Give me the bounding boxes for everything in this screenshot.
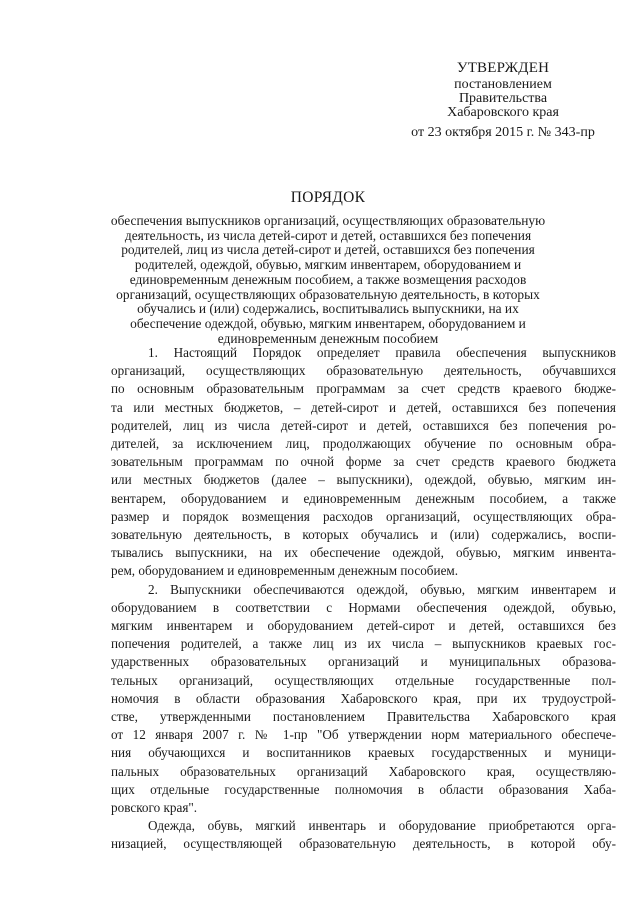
text-line: дителей, за исключением лиц, продолжающих обучение по основным обра- <box>111 436 616 452</box>
approval-date: от 23 октября 2015 г. № 343-пр <box>411 125 595 140</box>
text-line: 1. Настоящий Порядок определяет правила обеспечения выпускников <box>148 345 616 360</box>
title-line: родителей, лиц из числа детей-сирот и детей, оставшихся без попечения <box>121 242 535 258</box>
text-line: зовательным программам по очной форме за счет средств краевого бюджета <box>111 454 616 470</box>
text-line: номочия в области образования Хабаровского края, при их трудоустрой- <box>111 690 616 706</box>
approval-heading: УТВЕРЖДЕН <box>456 60 550 76</box>
title-line: обучались и (или) содержались, воспитывались выпускники, на их <box>137 301 519 317</box>
text-line: зовательную деятельность, в которых обучались и (или) содержались, воспи- <box>111 527 616 543</box>
paragraph-2 <box>111 581 616 818</box>
text-line: оборудованием в соответствии с Нормами обеспечения одеждой, обувью, <box>111 599 616 615</box>
text-line: тельных организаций, осуществляющих отдельные государственные пол- <box>111 672 616 688</box>
text-line: или местных бюджетов (далее – выпускники), одеждой, обувью, мягким ин- <box>111 472 616 488</box>
title-line: единовременным денежным пособием <box>217 330 439 346</box>
text-line: Одежда, обувь, мягкий инвентарь и оборудование приобретаются орга- <box>148 818 616 834</box>
text-line: пальных образовательных организаций Хабаровского края, осуществляю- <box>111 763 616 779</box>
title-line: обеспечение одеждой, обувью, мягким инвентарем, оборудованием и <box>130 315 526 331</box>
paragraph-1 <box>111 344 616 581</box>
text-line: размер и порядок возмещения расходов организаций, осуществляющих обра- <box>111 508 616 524</box>
text-line: родителей, лиц из числа детей-сирот и детей, оставшихся без попечения ро- <box>111 417 616 433</box>
approval-line: Правительства <box>458 91 548 106</box>
text-line: щих отдельные государственные полномочия в области образования Хаба- <box>111 781 616 797</box>
title-line: организаций, осуществляющих образовательную деятельность, в которых <box>116 286 540 302</box>
title-subtitle <box>108 214 548 346</box>
text-line: по основным образовательным программам за счет средств краевого бюдже- <box>111 381 616 397</box>
text-line: рем, оборудованием и единовременным денежным пособием. <box>111 563 459 579</box>
text-line: организаций, осуществляющих образовательную деятельность, обучавшихся <box>111 363 616 379</box>
title-line: деятельность, из числа детей-сирот и детей, оставшихся без попечения <box>124 227 532 243</box>
title-line: обеспечения выпускников организаций, осуществляющих образовательную <box>110 213 546 228</box>
text-line: тывались выпускники, на их обеспечение одеждой, обувью, мягким инвента- <box>111 545 616 561</box>
text-line: попечения родителей, а также лиц из их числа – выпускников краевых гос- <box>111 636 616 652</box>
approval-line: Хабаровского края <box>447 105 559 120</box>
title-line: единовременным денежным пособием, а также возмещения расходов <box>129 271 527 287</box>
document-body <box>111 344 616 854</box>
title-line: родителей, одеждой, обувью, мягким инвентарем, оборудованием и <box>134 257 522 273</box>
text-line: низацией, осуществляющей образовательную деятельность, в которой обу- <box>111 836 616 852</box>
title-word: ПОРЯДОК <box>290 189 366 206</box>
text-line: ровского края". <box>111 800 198 816</box>
paragraph-3 <box>111 817 616 853</box>
text-line: от 12 января 2007 г. № 1-пр "Об утверждении норм материального обеспече- <box>111 727 616 743</box>
text-line: стве, утвержденными постановлением Правительства Хабаровского края <box>111 709 616 725</box>
text-line: ударственных образовательных организаций и муниципальных образова- <box>111 654 616 670</box>
text-line: ния обучающихся и воспитанников краевых государственных и муници- <box>111 745 616 761</box>
text-line: мягким инвентарем и оборудованием детей-сирот и детей, оставшихся без <box>111 618 616 634</box>
text-line: та или местных бюджетов, – детей-сирот и детей, оставшихся без попечения <box>111 399 616 415</box>
document-title <box>108 188 548 346</box>
approval-line: постановлением <box>454 77 552 92</box>
text-line: 2. Выпускники обеспечиваются одеждой, обувью, мягким инвентарем и <box>148 581 616 597</box>
text-line: вентарем, оборудованием и единовременным денежным пособием, а также <box>111 490 616 506</box>
approval-stamp <box>395 58 611 140</box>
